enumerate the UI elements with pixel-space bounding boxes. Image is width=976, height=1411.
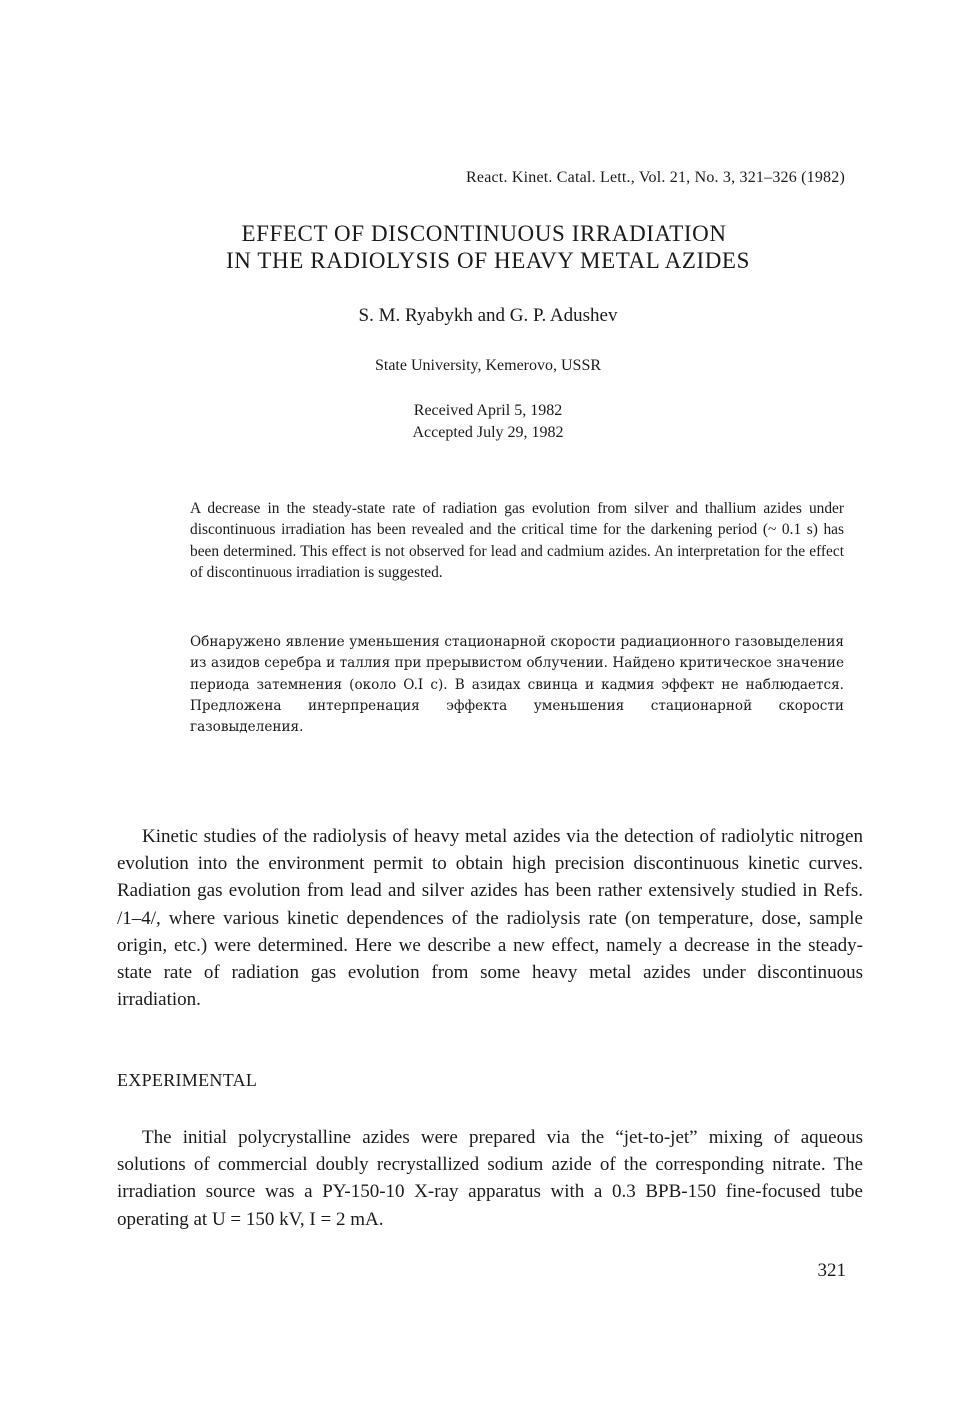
journal-citation: React. Kinet. Catal. Lett., Vol. 21, No. 3, 321–326 (1982) — [466, 169, 845, 186]
affiliation: State University, Kemerovo, USSR — [374, 357, 602, 374]
page-number: 321 — [817, 1260, 846, 1281]
authors: S. M. Ryabykh and G. P. Adushev — [358, 305, 618, 326]
experimental-paragraph: The initial polycrystalline azides were prepared via the “jet-to-jet” mixing of aqueous solutions of commercial doubly recrystallized sodium azide of the corresponding nitrate. The irradiation source was a PY-150-10 X-ray apparatus with a 0.3 BPB-150 fine-focused tube operating at U = 150 kV, I = 2 mA. — [117, 1127, 863, 1230]
intro-paragraph: Kinetic studies of the radiolysis of heavy metal azides via the detection of radiolytic nitrogen evolution into the environment permit to obtain high precision discontinuous kinetic curves. Radiation gas evolution from lead and silver azides has been rather extensively studied in Refs. /1–4/, where various kinetic dependences of the radiolysis rate (on temperature, dose, sample origin, etc.) were determined. Here we describe a new effect, namely a decrease in the steady-state rate of radiation gas evolution from some heavy metal azides under discontinuous irradiation. — [117, 826, 863, 1011]
submission-dates — [0, 400, 976, 444]
title-line-2: IN THE RADIOLYSIS OF HEAVY METAL AZIDES — [226, 248, 750, 273]
received-date: Received April 5, 1982 — [413, 402, 563, 419]
accepted-date: Accepted July 29, 1982 — [412, 424, 564, 441]
abstract-english: A decrease in the steady-state rate of radiation gas evolution from silver and thallium azides under discontinuous irradiation has been revealed and the critical time for the darkening period (~ 0.1 s) has been determined. This effect is not observed for lead and cadmium azides. An interpretation for the effect of discontinuous irradiation is suggested. — [190, 500, 844, 581]
section-heading-experimental: EXPERIMENTAL — [117, 1070, 258, 1090]
abstract-russian: Обнаружено явление уменьшения стационарной скорости радиационного газовыделения из азидов серебра и таллия при прерывистом облучении. Найдено критическое значение периода затемнения (около O.I c). В азидах свинца и кадмия эффект не наблюдается. Предложена интерпренация эффекта уменьшения стационарной скорости газовыделения. — [190, 634, 844, 736]
paper-title — [0, 220, 976, 274]
title-line-1: EFFECT OF DISCONTINUOUS IRRADIATION — [241, 221, 727, 246]
